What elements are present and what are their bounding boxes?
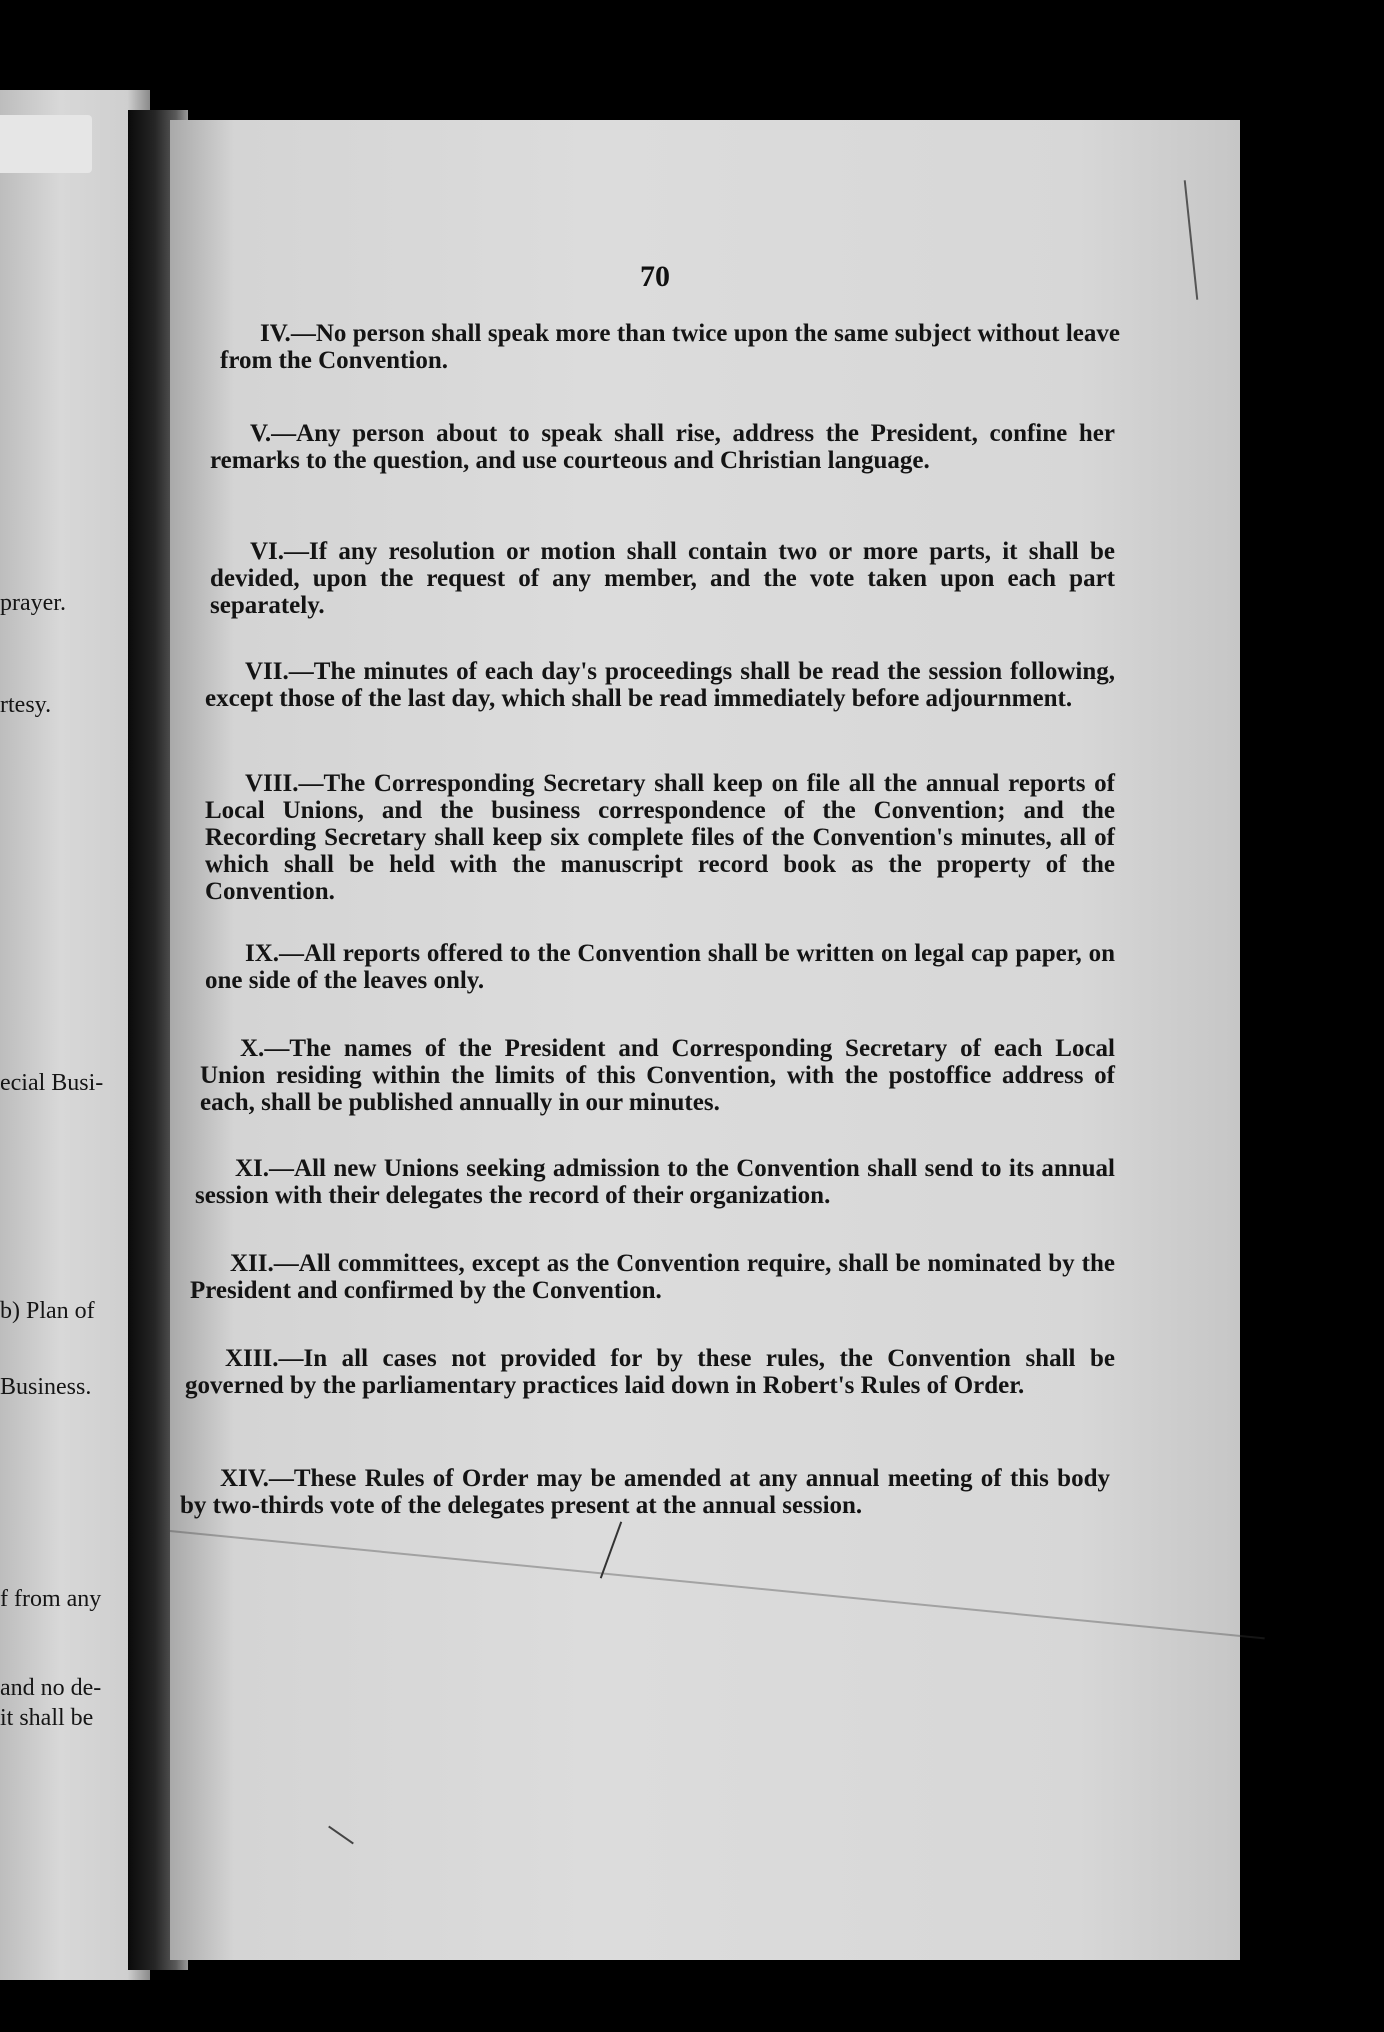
rule-text: —These Rules of Order may be amended at any annual meeting of this body by two-thirds vote of the delegates present at the annual session. (180, 1465, 1110, 1519)
rule-numeral: VII. (245, 658, 289, 685)
rule-text: —All committees, except as the Convention require, shall be nominated by the President and confirmed by the Convention. (190, 1250, 1115, 1304)
rule-text: —All reports offered to the Convention shall be written on legal cap paper, on one side of the leaves only. (205, 940, 1115, 994)
document-page (170, 120, 1240, 1960)
rule-text: —The Corresponding Secretary shall keep on file all the annual reports of Local Unions, and the business correspondence of the Convention; and the Recording Secretary shall keep six complete files of the Convention's minutes, all of which shall be held with the manuscript record book as the property of the Convention. (205, 770, 1115, 905)
left-fragment: Business. (0, 1374, 92, 1400)
rule-numeral: VIII. (245, 770, 299, 797)
rule-text: —All new Unions seeking admission to the Convention shall send to its annual session with their delegates the record of their organization. (195, 1155, 1115, 1209)
left-fragment: prayer. (0, 590, 66, 616)
rule-numeral: XIV. (220, 1465, 269, 1492)
rule-text: —No person shall speak more than twice upon the same subject without leave from the Convention. (220, 320, 1120, 374)
rule-iv (220, 320, 1120, 374)
rule-numeral: XII. (230, 1250, 274, 1277)
rule-vi (210, 538, 1115, 619)
rule-numeral: XI. (235, 1155, 270, 1182)
rule-xii (190, 1250, 1115, 1304)
rule-text: —In all cases not provided for by these rules, the Convention shall be governed by the parliamentary practices laid down in Robert's Rules of Order. (185, 1345, 1115, 1399)
page-number: 70 (640, 260, 670, 293)
rule-viii (205, 770, 1115, 905)
rule-text: —The minutes of each day's proceedings shall be read the session following, except those of the last day, which shall be read immediately before adjournment. (205, 658, 1115, 712)
left-fragment: f from any (0, 1586, 102, 1612)
left-fragment: and no de- (0, 1675, 102, 1701)
rule-ix (205, 940, 1115, 994)
rule-xi (195, 1155, 1115, 1209)
left-page-tab (0, 115, 92, 173)
rule-numeral: XIII. (225, 1345, 279, 1372)
pen-mark (328, 1826, 354, 1845)
left-fragment: ecial Busi- (0, 1070, 104, 1096)
pen-mark (600, 1521, 622, 1578)
rule-numeral: X. (240, 1035, 265, 1062)
rule-xiv (180, 1465, 1110, 1519)
rule-xiii (185, 1345, 1115, 1399)
rule-text: —Any person about to speak shall rise, address the President, confine her remarks to the question, and use courteous and Christian language. (210, 420, 1115, 474)
margin-mark (1184, 180, 1199, 300)
rule-x (200, 1035, 1115, 1116)
rule-v (210, 420, 1115, 474)
rule-numeral: VI. (250, 538, 285, 565)
scan-artifact-line (170, 1530, 1265, 1639)
rule-numeral: V. (250, 420, 272, 447)
rule-vii (205, 658, 1115, 712)
left-fragment: rtesy. (0, 692, 52, 718)
rule-text: —If any resolution or motion shall contain two or more parts, it shall be devided, upon the request of any member, and the vote taken upon each part separately. (210, 538, 1115, 619)
rule-text: —The names of the President and Corresponding Secretary of each Local Union residing within the limits of this Convention, with the postoffice address of each, shall be published annually in our minutes. (200, 1035, 1115, 1116)
rule-numeral: IV. (260, 320, 291, 347)
left-fragment: b) Plan of (0, 1298, 95, 1324)
rule-numeral: IX. (245, 940, 280, 967)
left-fragment: it shall be (0, 1705, 94, 1731)
